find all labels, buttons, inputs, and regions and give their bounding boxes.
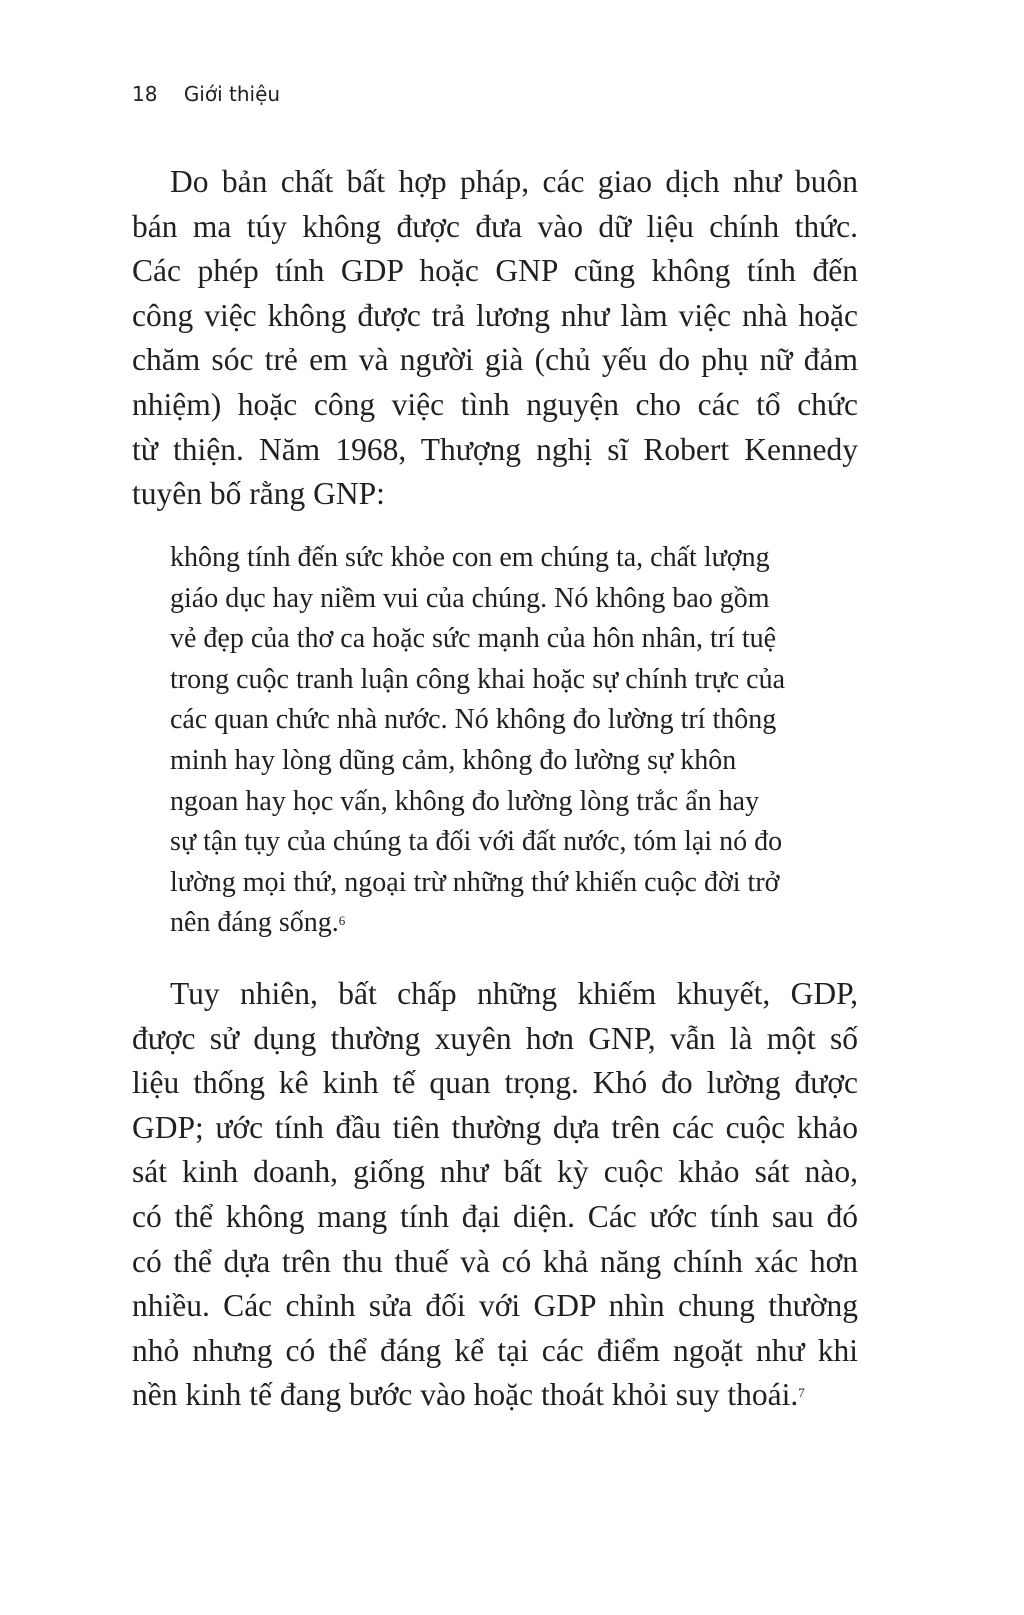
quote-line: không tính đến sức khỏe con em chúng ta, chất lượng: [170, 542, 770, 573]
quote-line: nên đáng sống.: [170, 907, 339, 939]
quote-line: các quan chức nhà nước. Nó không đo lường trí thông: [170, 704, 777, 736]
paragraph-2-line: có thể dựa trên thu thuế và có khả năng chính xác hơn: [132, 1243, 858, 1279]
paragraph-1-line: bán ma túy không được đưa vào dữ liệu chính thức.: [132, 208, 858, 244]
paragraph-2-line: sát kinh doanh, giống như bất kỳ cuộc khảo sát nào,: [132, 1154, 858, 1190]
quote-line: vẻ đẹp của thơ ca hoặc sức mạnh của hôn nhân, trí tuệ: [170, 623, 777, 655]
paragraph-2-line: nền kinh tế đang bước vào hoặc thoát khỏi suy thoái.: [132, 1377, 799, 1413]
running-header: [132, 80, 280, 108]
quote-last-line: [170, 903, 860, 944]
quote-line: lường mọi thứ, ngoại trừ những thứ khiến cuộc đời trở: [170, 866, 780, 898]
footnote-ref-6[interactable]: 6: [338, 913, 346, 929]
footnote-ref-7[interactable]: 7: [798, 1385, 805, 1401]
paragraph-1-line: từ thiện. Năm 1968, Thượng nghị sĩ Robert Kennedy: [132, 431, 858, 467]
quote-line: minh hay lòng dũng cảm, không đo lường sự khôn: [170, 744, 737, 776]
quote-line: trong cuộc tranh luận công khai hoặc sự chính trực của: [170, 663, 786, 695]
paragraph-1-line: chăm sóc trẻ em và người già (chủ yếu do phụ nữ đảm: [132, 342, 858, 378]
quote-line: giáo dục hay niềm vui của chúng. Nó không bao gồm: [170, 582, 770, 614]
paragraph-2-line: nhiều. Các chỉnh sửa đối với GDP nhìn chung thường: [132, 1288, 858, 1324]
paragraph-1-line: Các phép tính GDP hoặc GNP cũng không tính đến: [132, 253, 858, 289]
paragraph-1-line: công việc không được trả lương như làm việc nhà hoặc: [132, 297, 858, 333]
quote-line: ngoan hay học vấn, không đo lường lòng trắc ẩn hay: [170, 785, 760, 817]
paragraph-2-line: nhỏ nhưng có thể đáng kể tại các điểm ngoặt như khi: [132, 1332, 858, 1368]
paragraph-2-line: có thể không mang tính đại diện. Các ước tính sau đó: [132, 1198, 858, 1234]
page-number: 18: [132, 82, 158, 106]
block-quote: [170, 538, 860, 944]
paragraph-1-line: Do bản chất bất hợp pháp, các giao dịch như buôn: [170, 164, 858, 199]
paragraph-2-line: Tuy nhiên, bất chấp những khiếm khuyết, GDP,: [170, 976, 858, 1011]
paragraph-1-line: nhiệm) hoặc công việc tình nguyện cho các tổ chức: [132, 386, 858, 422]
paragraph-1: [132, 160, 858, 517]
paragraph-2-last-line: [132, 1373, 858, 1418]
paragraph-2-line: được sử dụng thường xuyên hơn GNP, vẫn là một số: [132, 1020, 858, 1056]
section-title: Giới thiệu: [183, 82, 281, 106]
quote-line: sự tận tụy của chúng ta đối với đất nước, tóm lại nó đo: [170, 826, 783, 858]
paragraph-2-line: liệu thống kê kinh tế quan trọng. Khó đo lường được: [132, 1065, 858, 1101]
paragraph-2: [132, 972, 858, 1418]
paragraph-2-line: GDP; ước tính đầu tiên thường dựa trên các cuộc khảo: [132, 1109, 858, 1145]
paragraph-1-line: tuyên bố rằng GNP:: [132, 476, 385, 512]
